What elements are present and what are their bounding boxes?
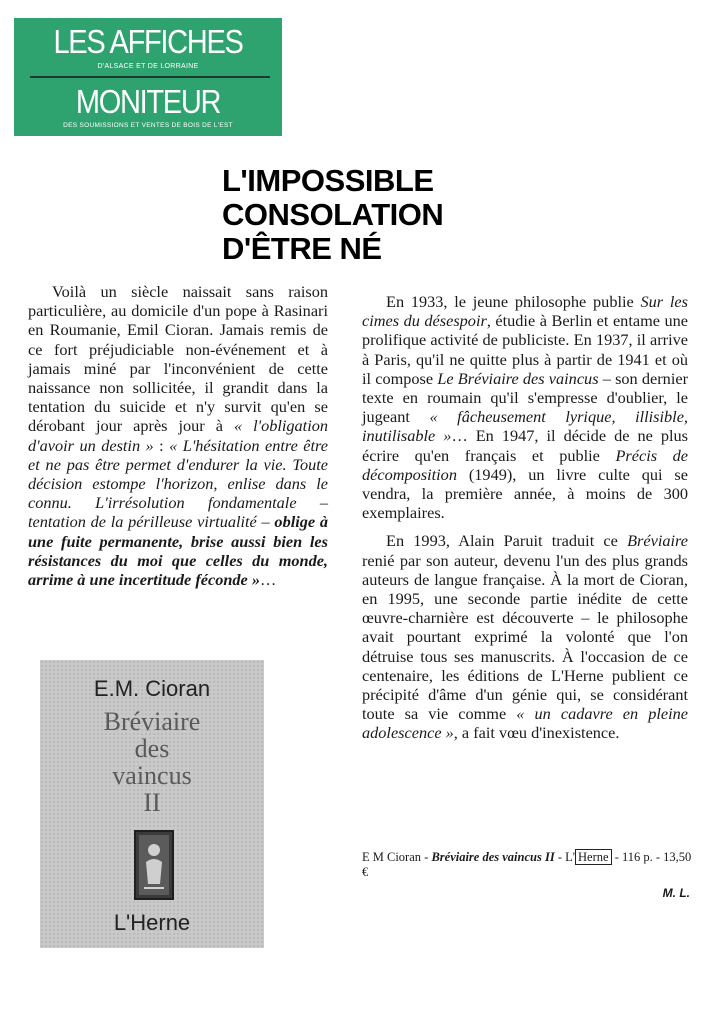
article-headline — [222, 164, 642, 266]
right-p2-text-a: En 1993, Alain Paruit traduit ce — [386, 531, 628, 551]
cover-title — [40, 708, 264, 816]
right-p1-book-title-3: Précis de décomposition — [362, 445, 689, 484]
author-signature: M. L. — [662, 886, 690, 900]
left-p1-quote-hesitation: « L'hésitation entre être et ne pas être permet d'endurer la vie. Toute décision estompe l'horizon, enlise dans le connu. L'irrésolution fondamentale – tentation de la périlleuse virtualité – — [28, 435, 328, 532]
cover-title-line-2: des — [134, 734, 170, 763]
right-p1-book-title-2: Le Bréviaire des vaincus — [437, 368, 599, 388]
headline-line-1: L'IMPOSSIBLE — [222, 163, 434, 198]
right-p2-book-title: Bréviaire — [627, 531, 688, 551]
left-p1-quote-destiny: « l'obligation d'avoir un destin » — [28, 416, 329, 455]
cover-title-line-1: Bréviaire — [103, 707, 201, 736]
masthead-title-bottom: MONITEUR — [75, 83, 221, 120]
right-p2-quote: « un cadavre en pleine adolescence » — [362, 704, 688, 743]
masthead-subtitle-top: D'ALSACE ET DE LORRAINE — [97, 63, 199, 70]
engraving-emblem-icon — [134, 830, 174, 900]
credit-separator: - L' — [554, 850, 576, 864]
left-p1-text: Voilà un siècle naissait sans raison particulière, au domicile d'un pope à Rasinari en Roumanie, Emil Cioran. Jamais remis de ce fort préjudiciable non-événement et à jamais miné par l'inconvénient de cette naissance non sollicitée, il grandit dans la tentation du suicide et n'y survit qu'en se dérobant jour après jour à — [28, 282, 328, 436]
right-p1-quote: « fâcheusement lyrique, illisible, inutilisable » — [362, 407, 688, 446]
masthead-logo — [14, 18, 282, 136]
cover-author: E.M. Cioran — [93, 676, 211, 701]
cover-title-line-3: vaincus — [112, 761, 192, 790]
left-paragraph — [28, 282, 328, 589]
right-p2-text-c: , a fait vœu d'inexistence. — [453, 723, 620, 743]
right-p1-text-d: … En 1947, il décide de ne plus écrire qu'en français et publie — [362, 426, 688, 465]
masthead-subtitle-bottom: DES SOUMISSIONS ET VENTES DE BOIS DE L'EST — [63, 122, 233, 129]
headline-line-2: CONSOLATION — [222, 197, 444, 232]
right-paragraph-1 — [362, 292, 688, 522]
book-cover-image — [40, 660, 264, 948]
right-p1-text-c: – son dernier texte en roumain qu'il s'empresse d'oublier, le jugeant — [362, 368, 688, 427]
headline-line-3: D'ÊTRE NÉ — [222, 231, 382, 266]
right-p1-text-a: En 1933, le jeune philosophe publie — [386, 292, 641, 311]
credit-publisher: Herne — [575, 849, 612, 865]
right-paragraph-2 — [362, 531, 688, 742]
cover-title-line-4: II — [143, 788, 161, 817]
masthead-divider — [30, 76, 270, 78]
right-p1-text-b: , étudie à Berlin et entame une prolifique activité de publiciste. En 1937, il arrive à Paris, qu'il ne quitte plus à partir de 1941 et où il compose — [362, 311, 688, 388]
left-p1-quote-emphasis: oblige à une fuite permanente, brise aussi bien les résistances du moi que celles du monde, arrime à une incertitude féconde » — [28, 512, 329, 590]
cover-publisher: L'Herne — [113, 910, 191, 935]
credit-author: E M Cioran - — [362, 850, 432, 864]
book-credits — [362, 850, 692, 880]
credit-title: Bréviaire des vaincus II — [431, 850, 555, 864]
left-p1-separator: : — [153, 435, 170, 455]
left-p1-ellipsis: … — [260, 570, 277, 590]
right-p2-text-b: renié par son auteur, devenu l'un des plus grands auteurs de langue française. À la mort de Cioran, en 1995, une seconde partie inédite de cette œuvre-charnière est découverte – le philosophe avait pourtant exprimé la volonté que l'on détruise tous ses manuscrits. À l'occasion de ce centenaire, les éditions de L'Herne publient ce précipité d'âme d'un génie qui, se considérant toute sa vie comme — [362, 550, 688, 724]
article-right-column — [362, 292, 688, 743]
credit-details: - 116 p. - 13,50 € — [362, 850, 692, 879]
article-left-column — [28, 282, 328, 589]
right-p1-book-title-1: Sur les cimes du désespoir — [362, 292, 688, 331]
masthead-title-top: LES AFFICHES — [53, 23, 243, 60]
right-p1-text-e: (1949), un livre culte qui se vendra, la première année, à moins de 300 exemplaires. — [362, 464, 688, 523]
